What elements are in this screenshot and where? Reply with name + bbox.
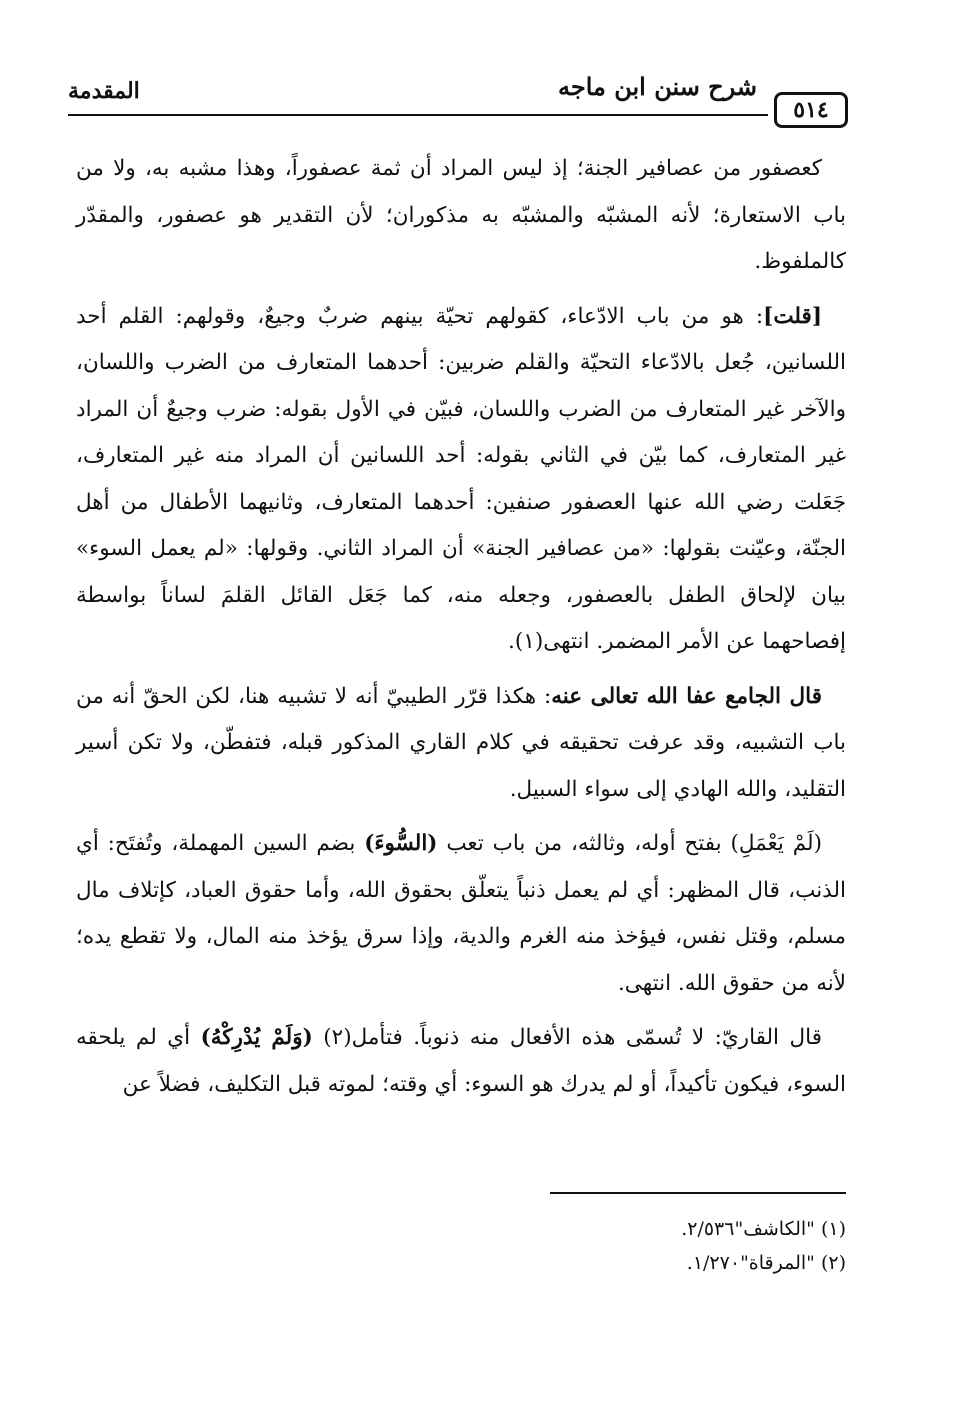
paragraph-text: : هو من باب الادّعاء، كقولهم تحيّة بينهم ضربٌ وجيعٌ، وقولهم: القلم أحد اللسانين، جُعل بالادّعاء التحيّة والقلم ضربين: أحدهما المتعارف من الضرب واللسان، والآخر غير المتعارف من الضرب واللسان، فبيّن في الأول بقوله: ضرب وجيعٌ أن المراد غير المتعارف، كما بيّن في الثاني بقوله: أحد اللسانين أن المراد منه غير المتعارف، جَعَلت رضي الله عنها العصفور صنفين: أحدهما المتعارف، وثانيهما الأطفال من أهل الجنّة، وعيّنت بقولها: «من عصافير الجنة» أن المراد الثاني. وقولها: «لم يعمل السوء» بيان لإلحاق الطفل بالعصفور، وجعله منه، كما جَعَل القائل القلمَ لساناً بواسطة إفصاحهما عن الأمر المضمر. انتهى(١).: [76, 303, 846, 654]
paragraph-text: أي لم يلحقه السوء، فيكون تأكيداً، أو لم يدرك هو السوء: أي وقته؛ لموته قبل التكليف، فضلاً عن: [76, 1025, 846, 1097]
paragraph-5: [76, 1015, 846, 1108]
paragraph-text: بضم السين المهملة، وتُفتَح: أي الذنب، قال المظهر: أي لم يعمل ذنباً يتعلّق بحقوق الله، وأما حقوق العباد، كإتلاف مال مسلم، وقتل نفس، فيؤخذ منه الغرم والدية، وإذا سرق يؤخذ منه المال، ولا تقطع يده؛ لأنه من حقوق الله. انتهى.: [76, 831, 846, 996]
quoted-phrase: (لَمْ يَعْمَلِ) بفتح أوله، وثالثه، من باب تعب: [437, 831, 822, 856]
page-header: [68, 70, 848, 130]
paragraph-2: [76, 294, 846, 666]
paragraph-text: قال القاريّ: لا تُسمّى هذه الأفعال منه ذنوباً. فتأمل(٢): [312, 1025, 822, 1050]
footnotes: [450, 1212, 846, 1280]
footnote-2: (٢) "المرقاة"١/٢٧٠.: [686, 1252, 846, 1274]
paragraph-label: قال الجامع عفا الله تعالى عنه: [551, 683, 822, 709]
footnote-1: (١) "الكاشف"٢/٥٣٦.: [681, 1218, 846, 1240]
paragraph-text: : هكذا قرّر الطيبيّ أنه لا تشبيه هنا، لكن الحقّ أنه من باب التشبيه، وقد عرفت تحقيقه في كلام القاري المذكور قبله، فتفطّن، ولا تكن أسير التقليد، والله الهادي إلى سواء السبيل.: [76, 683, 846, 802]
paragraph-1: كعصفور من عصافير الجنة؛ إذ ليس المراد أن ثمة عصفوراً، وهذا مشبه به، ولا من باب الاستعارة؛ لأنه المشبّه والمشبّه به مذكوران؛ لأن التقدير هو عصفور، والمقدّر كالملفوظ.: [76, 156, 846, 274]
body-text: [76, 146, 846, 1116]
book-title: شرح سنن ابن ماجه: [558, 72, 758, 101]
page-number: ٥١٤: [774, 92, 848, 128]
quoted-word: (السُّوءَ): [364, 831, 438, 856]
footnote-rule: [550, 1192, 846, 1194]
section-title: المقدمة: [68, 78, 140, 104]
header-rule: [68, 114, 768, 116]
paragraph-4: [76, 821, 846, 1007]
paragraph-3: [76, 674, 846, 814]
quoted-phrase: (وَلَمْ يُدْرِكْهُ): [200, 1025, 313, 1050]
paragraph-label: [قلت]: [763, 303, 822, 329]
